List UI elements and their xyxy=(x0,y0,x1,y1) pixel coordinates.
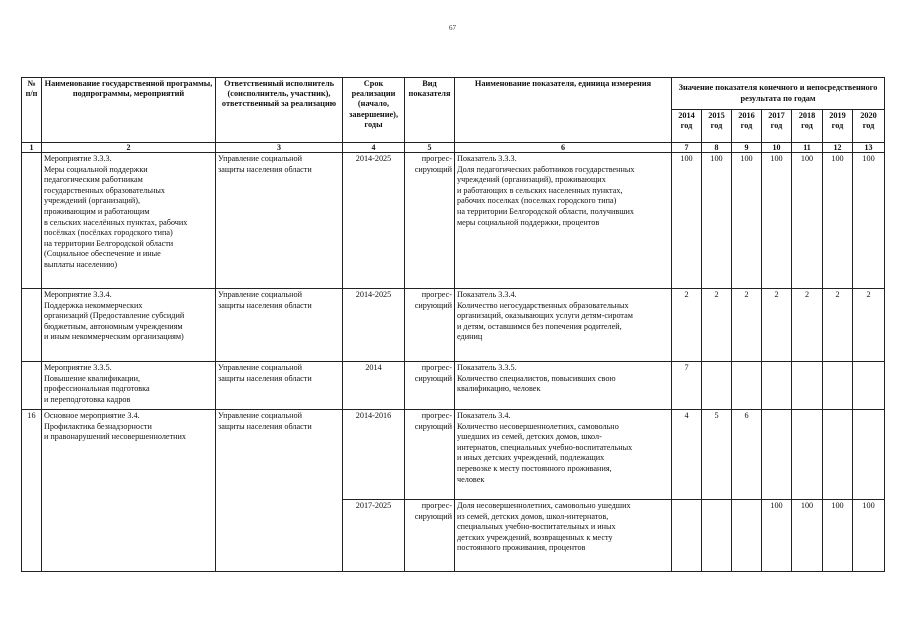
row-num: 16 xyxy=(22,410,42,572)
year-value xyxy=(732,362,762,410)
header-executor: Ответственный исполнитель (соисполнитель, участник), ответственный за реализацию xyxy=(216,78,343,143)
column-number: 7 xyxy=(672,143,702,153)
year-value: 100 xyxy=(672,153,702,289)
indicator-name: Показатель 3.3.5. Количество специалистов, повысивших свою квалификацию, человек xyxy=(455,362,672,410)
year-value: 100 xyxy=(762,153,792,289)
column-number: 8 xyxy=(702,143,732,153)
year-value xyxy=(823,410,853,500)
year-value: 7 xyxy=(672,362,702,410)
executor: Управление социальной защиты населения области xyxy=(216,289,343,362)
year-value: 100 xyxy=(792,500,823,572)
year-value xyxy=(853,362,885,410)
indicator-kind: прогрес- сирующий xyxy=(405,153,455,289)
indicator-kind: прогрес- сирующий xyxy=(405,362,455,410)
year-value xyxy=(762,362,792,410)
term: 2017-2025 xyxy=(343,500,405,572)
column-number: 1 xyxy=(22,143,42,153)
table-row xyxy=(22,153,885,289)
column-number: 9 xyxy=(732,143,762,153)
column-number: 4 xyxy=(343,143,405,153)
column-number: 3 xyxy=(216,143,343,153)
column-number: 12 xyxy=(823,143,853,153)
year-value: 2 xyxy=(792,289,823,362)
year-value xyxy=(792,362,823,410)
indicator-kind: прогрес- сирующий xyxy=(405,289,455,362)
column-numbers-row xyxy=(22,143,885,153)
year-value xyxy=(823,362,853,410)
header-year: 2014 год xyxy=(672,110,702,143)
column-number: 13 xyxy=(853,143,885,153)
year-value: 2 xyxy=(672,289,702,362)
year-value xyxy=(853,410,885,500)
year-value: 100 xyxy=(732,153,762,289)
column-number: 11 xyxy=(792,143,823,153)
year-value xyxy=(702,362,732,410)
year-value: 100 xyxy=(792,153,823,289)
column-number: 10 xyxy=(762,143,792,153)
header-indicator: Наименование показателя, единица измерения xyxy=(455,78,672,143)
year-value: 2 xyxy=(823,289,853,362)
indicator-name: Показатель 3.3.4. Количество негосударственных образовательных организаций, оказывающих услуги детям-сиротам и детям, оставшимся без попечения родителей, единиц xyxy=(455,289,672,362)
year-value xyxy=(762,410,792,500)
term: 2014-2025 xyxy=(343,153,405,289)
year-value: 2 xyxy=(762,289,792,362)
measure-name: Основное мероприятие 3.4. Профилактика безнадзорности и правонарушений несовершеннолетних xyxy=(42,410,216,572)
table-row xyxy=(22,410,885,500)
year-value xyxy=(732,500,762,572)
header-year: 2019 год xyxy=(823,110,853,143)
term: 2014-2016 xyxy=(343,410,405,500)
executor: Управление социальной защиты населения области xyxy=(216,362,343,410)
year-value: 100 xyxy=(762,500,792,572)
measure-name: Мероприятие 3.3.4. Поддержка некоммерческих организаций (Предоставление субсидий бюджетным, автономным учреждениям и иным некоммерческим организациям) xyxy=(42,289,216,362)
executor: Управление социальной защиты населения области xyxy=(216,410,343,572)
header-year: 2016 год xyxy=(732,110,762,143)
indicator-name: Показатель 3.4. Количество несовершеннолетних, самовольно ушедших из семей, детских домов, школ- интернатов, специальных учебно-воспитательных и иных детских учреждений, подлежащих перевозке к месту постоянного проживания, человек xyxy=(455,410,672,500)
header-num: № п/п xyxy=(22,78,42,143)
indicators-table xyxy=(21,77,885,572)
table-row xyxy=(22,289,885,362)
year-value: 100 xyxy=(853,500,885,572)
row-num xyxy=(22,362,42,410)
year-value: 100 xyxy=(702,153,732,289)
year-value: 100 xyxy=(853,153,885,289)
term: 2014-2025 xyxy=(343,289,405,362)
year-value xyxy=(702,500,732,572)
year-value: 100 xyxy=(823,153,853,289)
year-value xyxy=(672,500,702,572)
header-values-group: Значение показателя конечного и непосредственного результата по годам xyxy=(672,78,885,110)
year-value: 2 xyxy=(853,289,885,362)
column-number: 5 xyxy=(405,143,455,153)
year-value: 4 xyxy=(672,410,702,500)
page-number: 67 xyxy=(449,24,456,32)
header-year: 2015 год xyxy=(702,110,732,143)
table-row xyxy=(22,362,885,410)
measure-name: Мероприятие 3.3.5. Повышение квалификации, профессиональная подготовка и переподготовка кадров xyxy=(42,362,216,410)
indicator-kind: прогрес- сирующий xyxy=(405,500,455,572)
year-value: 2 xyxy=(732,289,762,362)
year-value: 5 xyxy=(702,410,732,500)
indicator-kind: прогрес- сирующий xyxy=(405,410,455,500)
indicator-name: Доля несовершеннолетних, самовольно ушедших из семей, детских домов, школ-интернатов, специальных учебно-воспитательных и иных детских учреждений, возвращенных к месту постоянного проживания, процентов xyxy=(455,500,672,572)
column-number: 6 xyxy=(455,143,672,153)
header-name: Наименование государственной программы, подпрограммы, мероприятий xyxy=(42,78,216,143)
year-value: 6 xyxy=(732,410,762,500)
column-number: 2 xyxy=(42,143,216,153)
row-num xyxy=(22,289,42,362)
year-value xyxy=(792,410,823,500)
header-year: 2020 год xyxy=(853,110,885,143)
row-num xyxy=(22,153,42,289)
header-year: 2017 год xyxy=(762,110,792,143)
executor: Управление социальной защиты населения области xyxy=(216,153,343,289)
header-year: 2018 год xyxy=(792,110,823,143)
year-value: 2 xyxy=(702,289,732,362)
indicator-name: Показатель 3.3.3. Доля педагогических работников государственных учреждений (организаций), проживающих и работающих в сельских населенных пунктах, рабочих поселках (поселках городского типа) на территории Белгородской области, получивших меры социальной поддержки, процентов xyxy=(455,153,672,289)
year-value: 100 xyxy=(823,500,853,572)
header-term: Срок реализации (начало, завершение), годы xyxy=(343,78,405,143)
term: 2014 xyxy=(343,362,405,410)
measure-name: Мероприятие 3.3.3. Меры социальной поддержки педагогическим работникам государственных образовательных учреждений (организаций), проживающим и работающим в сельских населённых пунктах, рабочих посёлках (посёлках городского типа) на территории Белгородской области (Социальное обеспечение и иные выплаты населению) xyxy=(42,153,216,289)
header-kind: Вид показателя xyxy=(405,78,455,143)
